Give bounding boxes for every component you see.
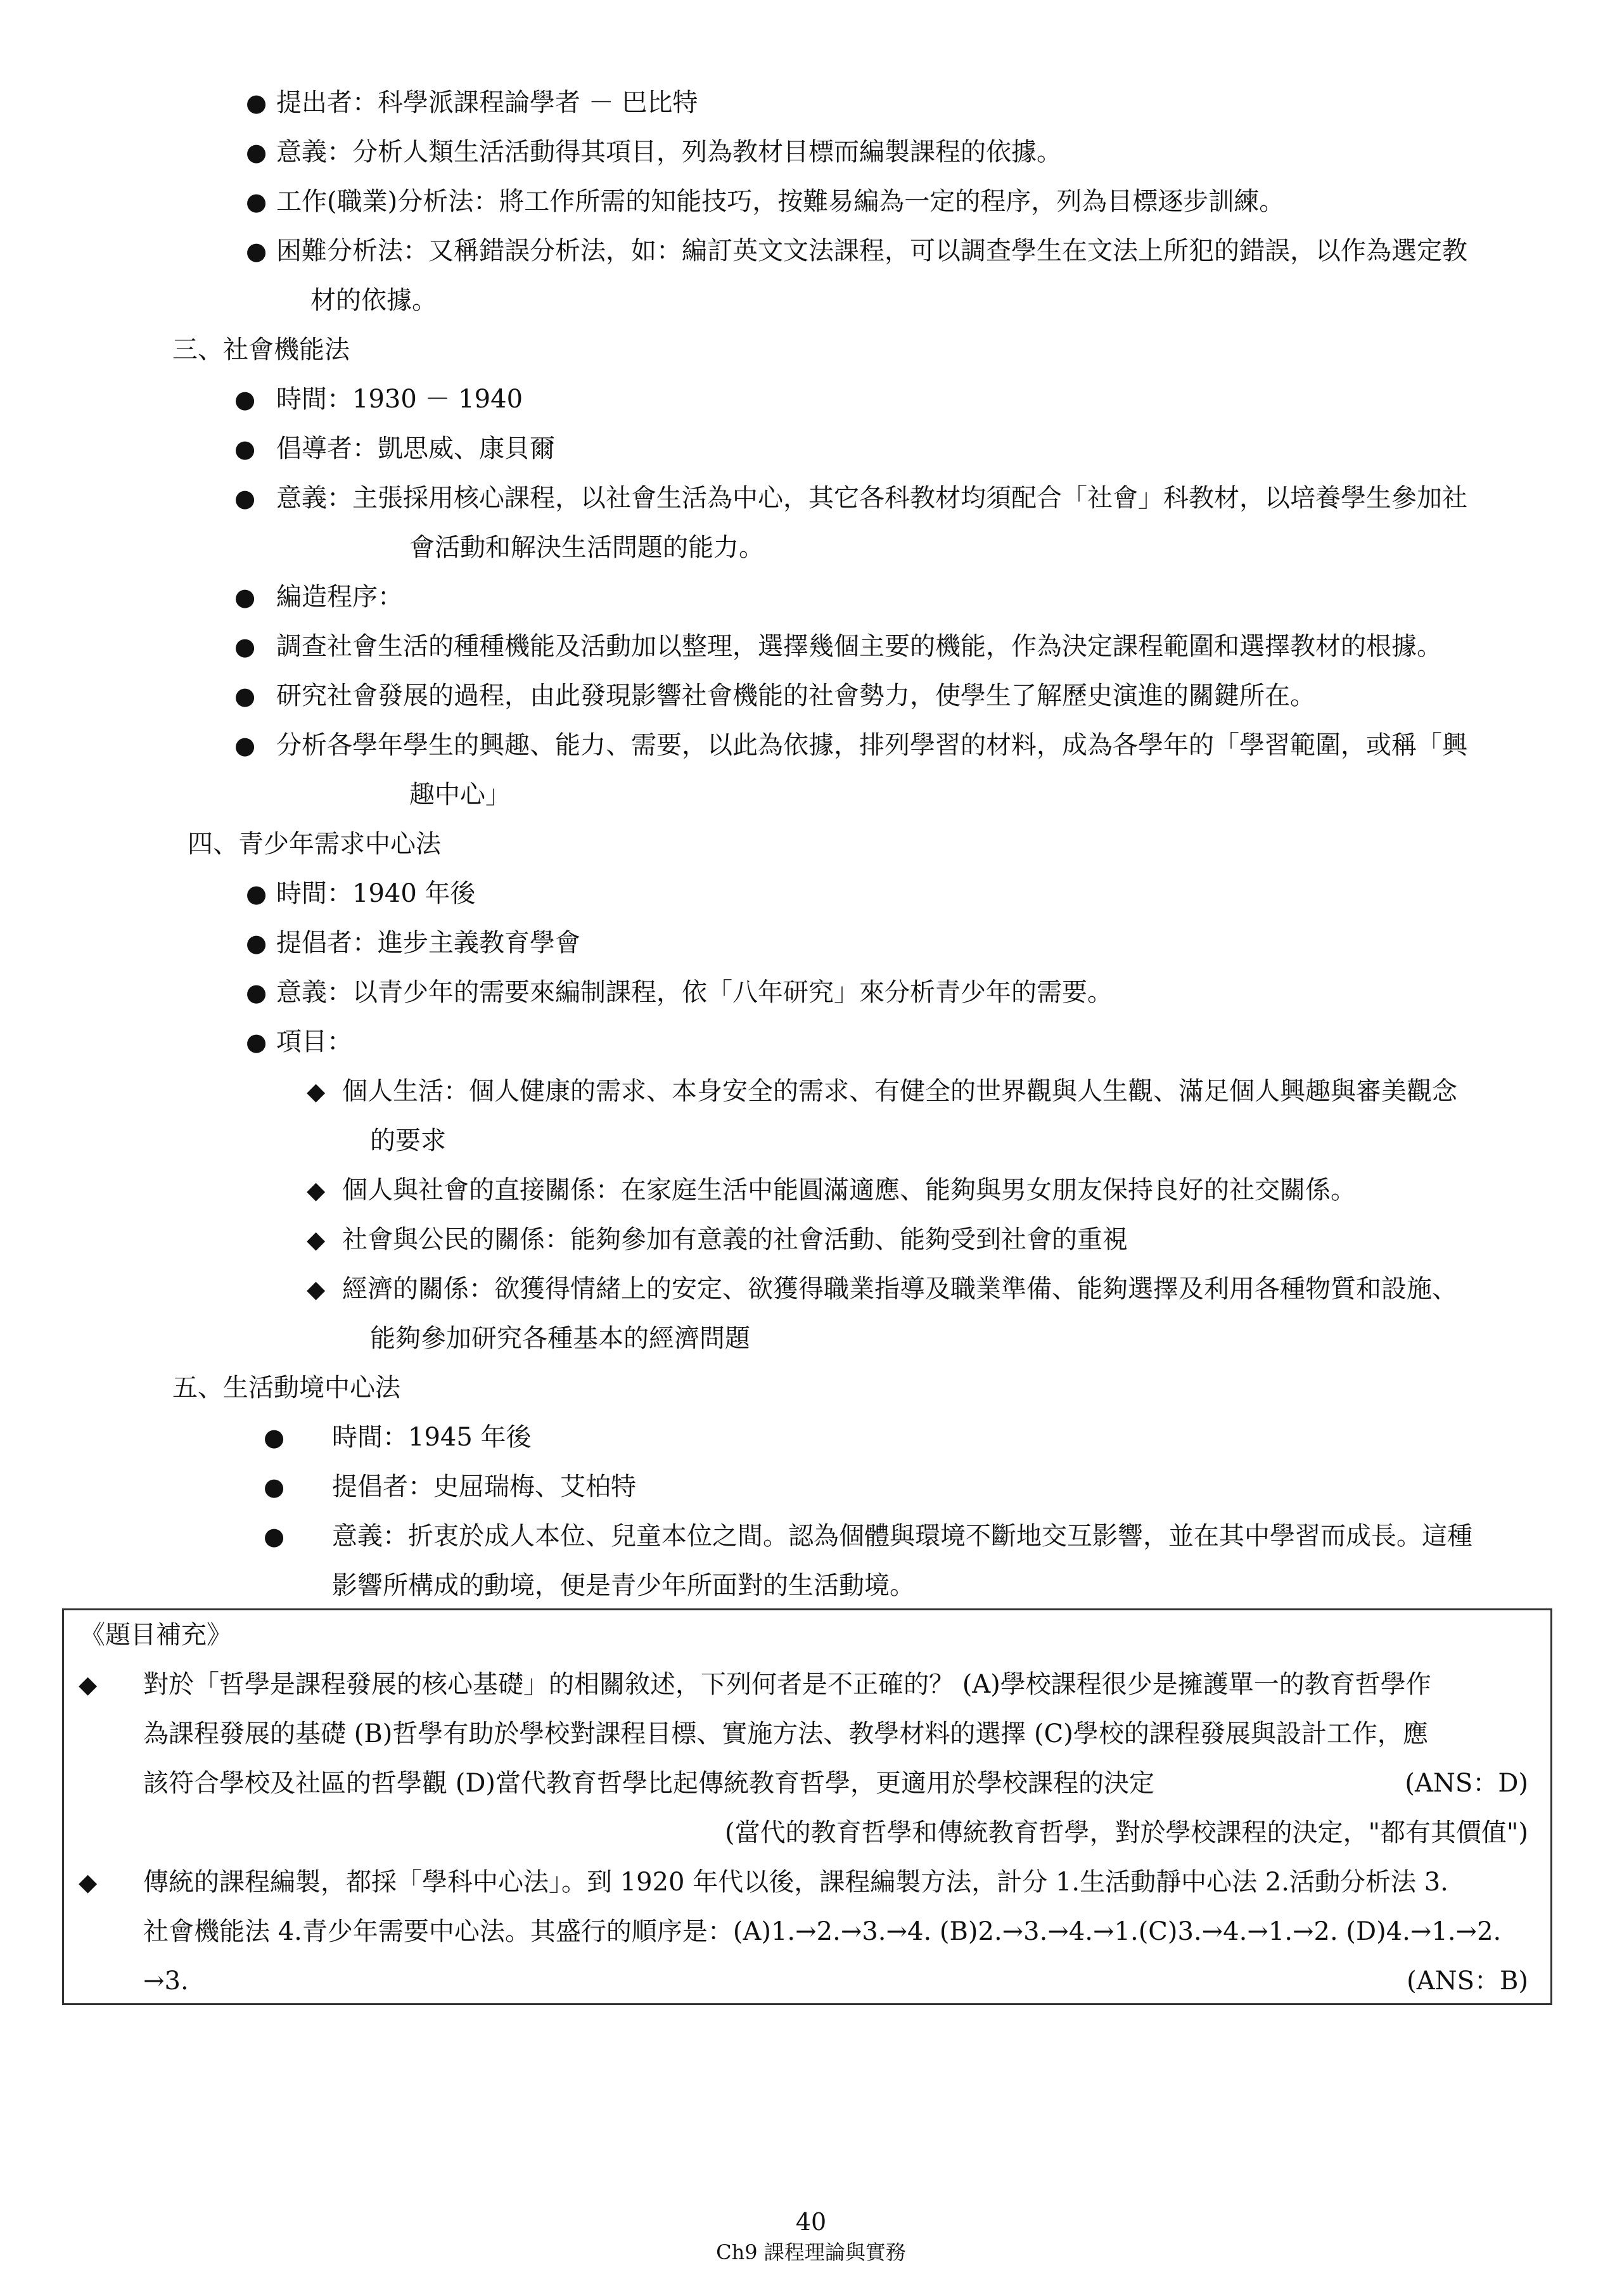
list-item: 意義：以青少年的需要來編制課程，依「八年研究」來分析青少年的需要。 [276,978,1113,1007]
question-line: 該符合學校及社區的哲學觀 (D)當代教育哲學比起傳統教育哲學，更適用於學校課程的決定 [143,1769,1154,1798]
diamond-bullet-icon: ◆ [307,1176,326,1204]
bullet-icon: ● [234,583,256,611]
list-item: 倡導者：凱思威、康貝爾 [276,434,555,463]
bullet-icon: ● [264,1522,285,1550]
list-item: 時間：1945 年後 [332,1423,532,1452]
bullet-icon: ● [246,138,267,166]
section-heading: 四、青少年需求中心法 [188,830,441,859]
answer-note: (當代的教育哲學和傳統教育哲學，對於學校課程的決定，"都有其價值") [724,1818,1528,1847]
bullet-icon: ● [264,1423,285,1451]
sub-item-continuation: 能夠參加研究各種基本的經濟問題 [370,1324,750,1353]
sub-item: 個人生活：個人健康的需求、本身安全的需求、有健全的世界觀與人生觀、滿足個人興趣與審美觀念 [342,1077,1457,1106]
bullet-icon: ● [234,484,256,512]
list-item: 分析各學年學生的興趣、能力、需要，以此為依據，排列學習的材料，成為各學年的「學習範圍，或稱「興 [276,731,1467,760]
sub-item-continuation: 的要求 [370,1126,446,1155]
diamond-bullet-icon: ◆ [307,1275,326,1303]
bullet-icon: ● [234,731,256,759]
list-item: 調查社會生活的種種機能及活動加以整理，選擇幾個主要的機能，作為決定課程範圍和選擇教材的根據。 [276,632,1442,661]
diamond-bullet-icon: ◆ [307,1226,326,1254]
diamond-bullet-icon: ◆ [307,1077,326,1105]
answer: (ANS：D) [1405,1769,1528,1798]
bullet-icon: ● [246,89,267,117]
section-heading: 三、社會機能法 [172,335,350,364]
list-item: 項目： [276,1027,352,1056]
list-item: 提出者：科學派課程論學者 － 巴比特 [276,88,698,117]
list-item: 編造程序： [276,582,403,612]
bullet-icon: ● [246,929,267,957]
list-item: 研究社會發展的過程，由此發現影響社會機能的社會勢力，使學生了解歷史演進的關鍵所在。 [276,681,1315,710]
bullet-icon: ● [246,880,267,907]
diamond-bullet-icon: ◆ [79,1671,98,1698]
diamond-bullet-icon: ◆ [79,1868,98,1896]
bullet-icon: ● [234,385,256,413]
list-item: 意義：主張採用核心課程，以社會生活為中心，其它各科教材均須配合「社會」科教材，以培養學生參加社 [276,484,1467,513]
sub-item: 經濟的關係：欲獲得情緒上的安定、欲獲得職業指導及職業準備、能夠選擇及利用各種物質和設施、 [342,1274,1457,1304]
section-heading: 五、生活動境中心法 [172,1373,400,1402]
list-item-continuation: 影響所構成的動境，便是青少年所面對的生活動境。 [332,1571,915,1600]
question-line: 社會機能法 4.青少年需要中心法。其盛行的順序是：(A)1.→2.→3.→4. (B)2.→3.→4.→1.(C)3.→4.→1.→2. (D)4.→1.→2. [143,1917,1502,1946]
bullet-icon: ● [246,237,267,265]
list-item-continuation: 趣中心」 [409,780,511,809]
list-item: 提倡者：史屈瑞梅、艾柏特 [332,1472,636,1501]
question-line: →3. [143,1966,189,1996]
list-item-continuation: 材的依據。 [310,286,437,315]
answer: (ANS：B) [1407,1966,1528,1996]
list-item: 時間：1940 年後 [276,879,476,908]
box-title: 《題目補充》 [80,1620,232,1650]
bullet-icon: ● [246,1028,267,1056]
list-item: 意義：折衷於成人本位、兒童本位之間。認為個體與環境不斷地交互影響，並在其中學習而成長。這種 [332,1522,1472,1551]
sub-item: 個人與社會的直接關係：在家庭生活中能圓滿適應、能夠與男女朋友保持良好的社交關係。 [342,1176,1356,1205]
chapter-footer: Ch9 課程理論與實務 [716,2240,906,2264]
bullet-icon: ● [234,435,256,463]
bullet-icon: ● [246,978,267,1006]
list-item: 困難分析法：又稱錯誤分析法，如：編訂英文文法課程，可以調查學生在文法上所犯的錯誤，以作為選定教 [276,236,1467,266]
list-item: 工作(職業)分析法：將工作所需的知能技巧，按難易編為一定的程序，列為目標逐步訓練。 [276,187,1285,216]
list-item: 時間：1930 － 1940 [276,385,523,414]
bullet-icon: ● [264,1473,285,1501]
list-item: 意義：分析人類生活活動得其項目，列為教材目標而編製課程的依據。 [276,138,1062,167]
list-item-continuation: 會活動和解決生活問題的能力。 [409,533,764,562]
list-item: 提倡者：進步主義教育學會 [276,928,580,958]
question-line: 為課程發展的基礎 (B)哲學有助於學校對課程目標、實施方法、教學材料的選擇 (C)學校的課程發展與設計工作，應 [143,1719,1428,1748]
page-number: 40 [795,2208,827,2236]
sub-item: 社會與公民的關係：能夠參加有意義的社會活動、能夠受到社會的重視 [342,1225,1128,1254]
bullet-icon: ● [234,632,256,660]
question-line: 對於「哲學是課程發展的核心基礎」的相關敘述，下列何者是不正確的？ (A)學校課程很少是擁護單一的教育哲學作 [143,1670,1431,1699]
bullet-icon: ● [234,682,256,710]
question-line: 傳統的課程編製，都採「學科中心法」。到 1920 年代以後，課程編製方法，計分 1.生活動靜中心法 2.活動分析法 3. [143,1868,1448,1897]
bullet-icon: ● [246,188,267,215]
